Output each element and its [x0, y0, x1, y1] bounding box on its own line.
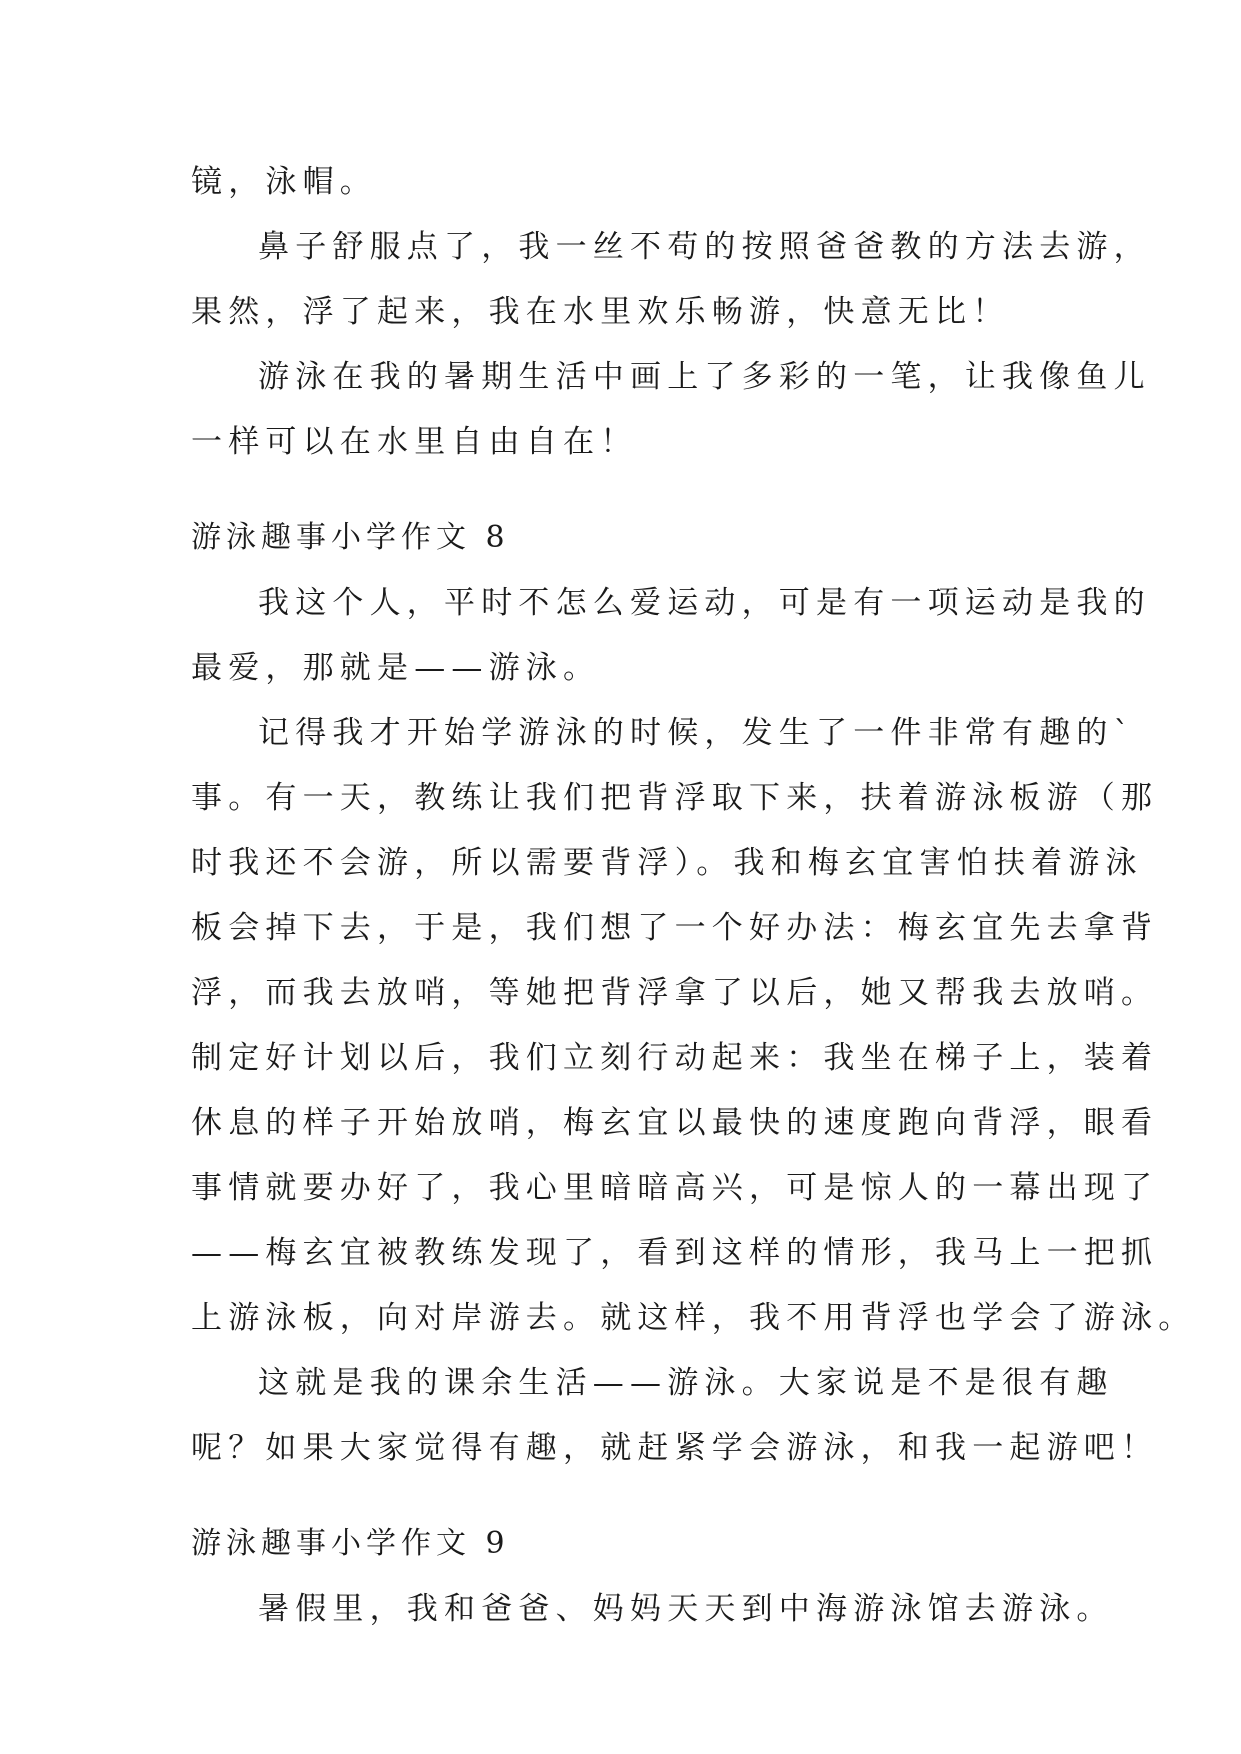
paragraph-line: 镜，泳帽。 [191, 164, 377, 200]
paragraph-line: 游泳在我的暑期生活中画上了多彩的一笔，让我像鱼儿 [258, 359, 1151, 395]
paragraph-line: 事。有一天，教练让我们把背浮取下来，扶着游泳板游（那 [191, 780, 1159, 816]
paragraph-line: 时我还不会游，所以需要背浮）。我和梅玄宜害怕扶着游泳 [191, 845, 1143, 881]
paragraph-line: 鼻子舒服点了，我一丝不苟的按照爸爸教的方法去游， [258, 229, 1151, 265]
section-heading: 游泳趣事小学作文 9 [191, 1526, 510, 1561]
paragraph-line: 板会掉下去，于是，我们想了一个好办法：梅玄宜先去拿背 [191, 910, 1159, 946]
paragraph-line: 果然，浮了起来，我在水里欢乐畅游，快意无比！ [191, 294, 1010, 330]
paragraph-line: 休息的样子开始放哨，梅玄宜以最快的速度跑向背浮，眼看 [191, 1105, 1159, 1141]
paragraph-line: 最爱，那就是——游泳。 [191, 650, 601, 686]
paragraph-line: 呢？如果大家觉得有趣，就赶紧学会游泳，和我一起游吧！ [191, 1430, 1159, 1466]
paragraph-line: 上游泳板，向对岸游去。就这样，我不用背浮也学会了游泳。 [191, 1300, 1196, 1336]
paragraph-line: 一样可以在水里自由自在！ [191, 424, 638, 460]
section-heading: 游泳趣事小学作文 8 [191, 520, 510, 555]
paragraph-line: 制定好计划以后，我们立刻行动起来：我坐在梯子上，装着 [191, 1040, 1159, 1076]
paragraph-line: 事情就要办好了，我心里暗暗高兴，可是惊人的一幕出现了 [191, 1170, 1159, 1206]
paragraph-line: 暑假里，我和爸爸、妈妈天天到中海游泳馆去游泳。 [258, 1591, 1114, 1627]
paragraph-line: 这就是我的课余生活——游泳。大家说是不是很有趣 [258, 1365, 1114, 1401]
paragraph-line: 浮，而我去放哨，等她把背浮拿了以后，她又帮我去放哨。 [191, 975, 1159, 1011]
paragraph-line: 记得我才开始学游泳的时候，发生了一件非常有趣的` [258, 715, 1136, 751]
paragraph-line: ——梅玄宜被教练发现了，看到这样的情形，我马上一把抓 [191, 1235, 1159, 1271]
paragraph-line: 我这个人，平时不怎么爱运动，可是有一项运动是我的 [258, 585, 1151, 621]
